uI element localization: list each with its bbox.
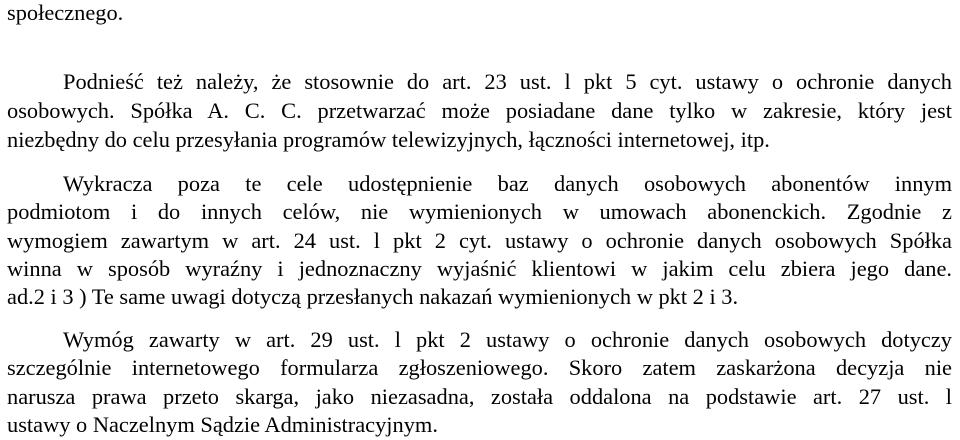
paragraph-2-line-4: winna w sposób wyraźny i jednoznaczny wyjaśnić klientowi w jakim celu zbiera jego dane. xyxy=(7,256,952,281)
paragraph-2-line-5: ad.2 i 3 ) Te same uwagi dotyczą przesłanych nakazań wymienionych w pkt 2 i 3. xyxy=(7,284,739,309)
paragraph-2-line-3: wymogiem zawartym w art. 24 ust. l pkt 2 cyt. ustawy o ochronie danych osobowych Spółka xyxy=(7,228,952,253)
top-fragment: społecznego. xyxy=(7,0,124,25)
paragraph-3-line-1: Wymóg zawarty w art. 29 ust. l pkt 2 ustawy o ochronie danych osobowych dotyczy xyxy=(63,327,952,352)
paragraph-3-line-3: narusza prawa przeto skarga, jako niezasadna, została oddalona na podstawie art. 27 ust. l xyxy=(7,384,952,409)
paragraph-3-line-4: ustawy o Naczelnym Sądzie Administracyjnym. xyxy=(7,412,438,437)
paragraph-1-line-2: osobowych. Spółka A. C. C. przetwarzać może posiadane dane tylko w zakresie, który jest xyxy=(7,98,952,123)
paragraph-3-line-2: szczególnie internetowego formularza zgłoszeniowego. Skoro zatem zaskarżona decyzja nie xyxy=(7,355,952,380)
paragraph-1-line-1: Podnieść też należy, że stosownie do art. 23 ust. l pkt 5 cyt. ustawy o ochronie danych xyxy=(63,69,952,94)
paragraph-2-line-2: podmiotom i do innych celów, nie wymienionych w umowach abonenckich. Zgodnie z xyxy=(7,199,952,224)
paragraph-2-line-1: Wykracza poza te cele udostępnienie baz danych osobowych abonentów innym xyxy=(63,171,952,196)
paragraph-1-line-3: niezbędny do celu przesyłania programów telewizyjnych, łączności internetowej, itp. xyxy=(7,127,770,152)
